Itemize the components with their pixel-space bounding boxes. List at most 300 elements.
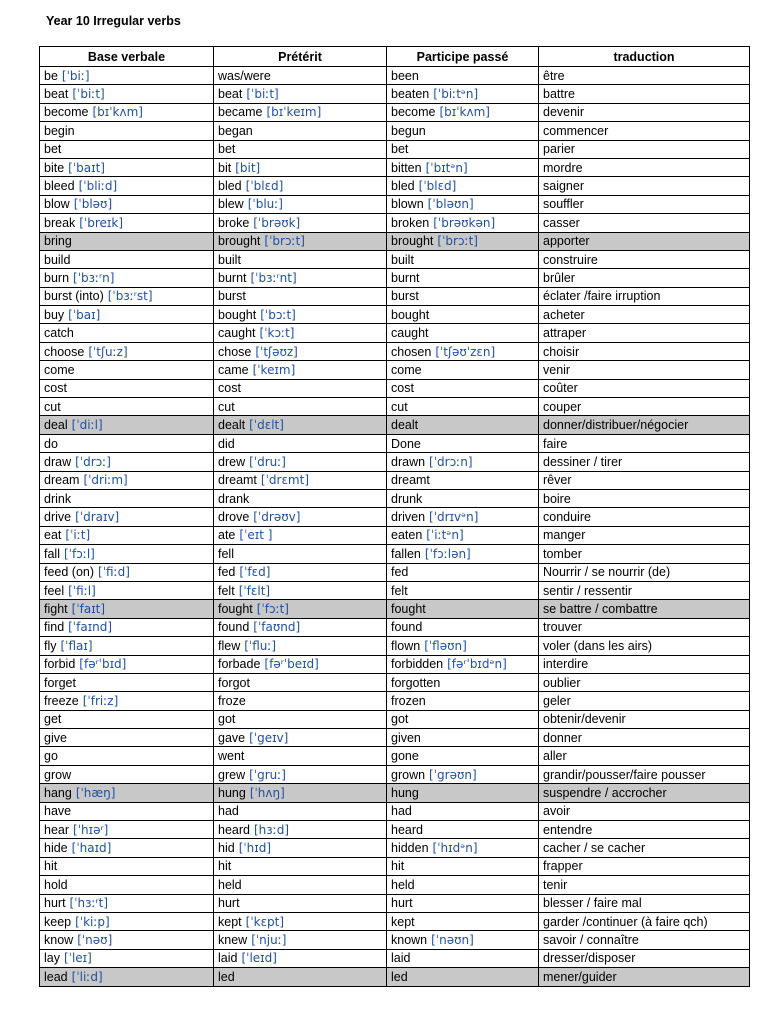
table-row: [40, 306, 750, 324]
base-verb-text: become: [44, 105, 89, 120]
cell-participle: [387, 67, 539, 85]
cell-translation: [539, 453, 750, 471]
cell-participle: [387, 747, 539, 765]
cell-preterit: [214, 508, 387, 526]
cell-translation: [539, 214, 750, 232]
participle-pronunciation: [ˈfləʊn]: [424, 638, 467, 653]
cell-base-verb: [40, 637, 214, 655]
cell-base-verb: [40, 802, 214, 820]
preterit-text: led: [218, 969, 235, 984]
base-verb-pronunciation: [ˈbliːd]: [78, 179, 118, 194]
translation-text: devenir: [543, 105, 584, 120]
participle-text: blown: [391, 197, 424, 212]
cell-preterit: [214, 692, 387, 710]
cell-participle: [387, 710, 539, 728]
cell-participle: [387, 140, 539, 158]
base-verb-pronunciation: [ˈhæŋ]: [75, 785, 116, 800]
base-verb-text: blow: [44, 197, 70, 212]
cell-base-verb: [40, 471, 214, 489]
cell-base-verb: [40, 195, 214, 213]
cell-preterit: [214, 839, 387, 857]
participle-text: drunk: [391, 491, 423, 506]
participle-text: given: [391, 730, 421, 745]
base-verb-text: begin: [44, 123, 75, 138]
translation-text: donner/distribuer/négocier: [543, 418, 689, 433]
cell-preterit: [214, 655, 387, 673]
cell-base-verb: [40, 894, 214, 912]
preterit-text: forbade: [218, 657, 261, 672]
cell-preterit: [214, 563, 387, 581]
cell-base-verb: [40, 729, 214, 747]
translation-text: interdire: [543, 657, 589, 672]
cell-participle: [387, 968, 539, 986]
cell-base-verb: [40, 949, 214, 967]
base-verb-text: burn: [44, 270, 70, 285]
table-row: [40, 821, 750, 839]
base-verb-text: bite: [44, 160, 65, 175]
preterit-text: burnt: [218, 270, 247, 285]
preterit-text: chose: [218, 344, 252, 359]
participle-pronunciation: [ˈfɔːlən]: [424, 546, 471, 561]
base-verb-text: find: [44, 620, 65, 635]
table-row: [40, 526, 750, 544]
preterit-text: found: [218, 620, 250, 635]
translation-text: blesser / faire mal: [543, 896, 642, 911]
table-row: [40, 361, 750, 379]
cell-preterit: [214, 122, 387, 140]
cell-base-verb: [40, 876, 214, 894]
cell-translation: [539, 618, 750, 636]
participle-text: bought: [391, 307, 430, 322]
preterit-pronunciation: [ˈfɛd]: [239, 565, 271, 580]
translation-text: acheter: [543, 307, 585, 322]
cell-preterit: [214, 581, 387, 599]
preterit-pronunciation: [bit]: [235, 160, 261, 175]
page-title: Year 10 Irregular verbs: [46, 14, 181, 28]
cell-preterit: [214, 398, 387, 416]
base-verb-pronunciation: [ˈfiːd]: [98, 565, 130, 580]
preterit-text: grew: [218, 767, 246, 782]
preterit-text: bet: [218, 142, 236, 157]
preterit-text: built: [218, 252, 241, 267]
preterit-pronunciation: [ˈhʌŋ]: [249, 785, 285, 800]
preterit-pronunciation: [ˈeɪt ]: [239, 528, 273, 543]
participle-text: broken: [391, 215, 430, 230]
base-verb-pronunciation: [ˈliːd]: [71, 969, 103, 984]
table-row: [40, 857, 750, 875]
cell-base-verb: [40, 839, 214, 857]
cell-base-verb: [40, 214, 214, 232]
preterit-text: bled: [218, 179, 242, 194]
table-row: [40, 177, 750, 195]
translation-text: saigner: [543, 179, 584, 194]
cell-preterit: [214, 876, 387, 894]
base-verb-text: grow: [44, 767, 72, 782]
cell-base-verb: [40, 158, 214, 176]
table-row: [40, 379, 750, 397]
participle-text: built: [391, 252, 414, 267]
cell-participle: [387, 195, 539, 213]
translation-text: construire: [543, 252, 598, 267]
translation-text: parier: [543, 142, 575, 157]
base-verb-text: hide: [44, 841, 68, 856]
preterit-text: bought: [218, 307, 257, 322]
participle-text: begun: [391, 123, 426, 138]
base-verb-text: feel: [44, 583, 65, 598]
translation-text: éclater /faire irruption: [543, 289, 661, 304]
translation-text: boire: [543, 491, 571, 506]
participle-text: drawn: [391, 454, 426, 469]
base-verb-text: go: [44, 749, 58, 764]
cell-participle: [387, 434, 539, 452]
cell-participle: [387, 949, 539, 967]
preterit-text: heard: [218, 822, 250, 837]
base-verb-text: hear: [44, 822, 70, 837]
translation-text: brûler: [543, 270, 575, 285]
preterit-text: became: [218, 105, 263, 120]
cell-base-verb: [40, 968, 214, 986]
translation-text: coûter: [543, 381, 578, 396]
participle-text: been: [391, 68, 419, 83]
preterit-pronunciation: [ˈleɪd]: [241, 951, 277, 966]
translation-text: savoir / connaître: [543, 933, 639, 948]
base-verb-pronunciation: [ˈbɜːʳn]: [73, 270, 115, 285]
participle-text: led: [391, 969, 408, 984]
preterit-text: ate: [218, 528, 236, 543]
participle-text: gone: [391, 749, 419, 764]
cell-translation: [539, 416, 750, 434]
translation-text: faire: [543, 436, 568, 451]
cell-preterit: [214, 287, 387, 305]
preterit-text: felt: [218, 583, 235, 598]
base-verb-pronunciation: [fəʳˈbɪd]: [79, 657, 127, 672]
participle-text: eaten: [391, 528, 423, 543]
translation-text: garder /continuer (à faire qch): [543, 914, 708, 929]
translation-text: trouver: [543, 620, 582, 635]
cell-preterit: [214, 471, 387, 489]
translation-text: tomber: [543, 546, 582, 561]
base-verb-text: build: [44, 252, 71, 267]
participle-text: hit: [391, 859, 405, 874]
cell-translation: [539, 545, 750, 563]
cell-preterit: [214, 784, 387, 802]
cell-translation: [539, 821, 750, 839]
preterit-pronunciation: [ˈbrəʊk]: [253, 215, 301, 230]
cell-translation: [539, 729, 750, 747]
preterit-text: did: [218, 436, 235, 451]
cell-translation: [539, 765, 750, 783]
cell-base-verb: [40, 600, 214, 618]
cell-preterit: [214, 361, 387, 379]
preterit-pronunciation: [ˈbɜːʳnt]: [250, 270, 297, 285]
translation-text: se battre / combattre: [543, 602, 658, 617]
cell-translation: [539, 563, 750, 581]
cell-preterit: [214, 453, 387, 471]
cell-preterit: [214, 250, 387, 268]
cell-participle: [387, 784, 539, 802]
cell-participle: [387, 931, 539, 949]
translation-text: souffler: [543, 197, 584, 212]
translation-text: venir: [543, 362, 571, 377]
cell-base-verb: [40, 710, 214, 728]
preterit-text: cost: [218, 381, 241, 396]
preterit-pronunciation: [ˈkɛpt]: [245, 914, 285, 929]
preterit-text: hurt: [218, 896, 240, 911]
cell-translation: [539, 103, 750, 121]
participle-text: known: [391, 933, 428, 948]
translation-text: sentir / ressentir: [543, 583, 632, 598]
base-verb-pronunciation: [ˈiːt]: [65, 528, 91, 543]
preterit-text: came: [218, 362, 249, 377]
participle-text: frozen: [391, 693, 426, 708]
participle-text: got: [391, 712, 409, 727]
table-row: [40, 747, 750, 765]
header-participe-passe: Participe passé: [387, 47, 539, 67]
preterit-text: was/were: [218, 68, 271, 83]
participle-pronunciation: [ˈiːtᵊn]: [426, 528, 464, 543]
cell-base-verb: [40, 306, 214, 324]
cell-base-verb: [40, 416, 214, 434]
participle-pronunciation: [ˈbiːtᵊn]: [433, 87, 479, 102]
cell-base-verb: [40, 692, 214, 710]
cell-translation: [539, 471, 750, 489]
cell-translation: [539, 342, 750, 360]
table-row: [40, 931, 750, 949]
cell-translation: [539, 269, 750, 287]
participle-pronunciation: [bɪˈkʌm]: [439, 105, 490, 120]
base-verb-pronunciation: [ˈfaɪnd]: [68, 620, 113, 635]
cell-participle: [387, 545, 539, 563]
table-row: [40, 508, 750, 526]
cell-translation: [539, 894, 750, 912]
participle-pronunciation: [ˈdrɪvᵊn]: [429, 510, 479, 525]
cell-translation: [539, 158, 750, 176]
preterit-text: dealt: [218, 418, 246, 433]
table-row: [40, 122, 750, 140]
cell-translation: [539, 968, 750, 986]
preterit-text: began: [218, 123, 253, 138]
base-verb-pronunciation: [ˈfiːl]: [68, 583, 96, 598]
translation-text: grandir/pousser/faire pousser: [543, 767, 706, 782]
cell-preterit: [214, 489, 387, 507]
participle-pronunciation: [ˈhɪdᵊn]: [432, 841, 478, 856]
table-row: [40, 453, 750, 471]
base-verb-text: come: [44, 362, 75, 377]
cell-participle: [387, 103, 539, 121]
cell-translation: [539, 747, 750, 765]
preterit-pronunciation: [bɪˈkeɪm]: [266, 105, 322, 120]
cell-base-verb: [40, 508, 214, 526]
preterit-pronunciation: [ˈhɪd]: [238, 841, 272, 856]
table-row: [40, 471, 750, 489]
participle-text: kept: [391, 914, 415, 929]
table-row: [40, 784, 750, 802]
base-verb-text: do: [44, 436, 58, 451]
translation-text: avoir: [543, 804, 571, 819]
preterit-text: froze: [218, 693, 246, 708]
translation-text: obtenir/devenir: [543, 712, 626, 727]
preterit-text: fought: [218, 602, 253, 617]
table-row: [40, 563, 750, 581]
cell-preterit: [214, 177, 387, 195]
translation-text: aller: [543, 749, 567, 764]
cell-participle: [387, 453, 539, 471]
cell-participle: [387, 729, 539, 747]
translation-text: Nourrir / se nourrir (de): [543, 565, 671, 580]
cell-base-verb: [40, 618, 214, 636]
base-verb-pronunciation: [ˈkiːp]: [75, 914, 110, 929]
cell-translation: [539, 85, 750, 103]
cell-translation: [539, 508, 750, 526]
participle-pronunciation: [ˈbrəʊkən]: [433, 215, 496, 230]
preterit-pronunciation: [ˈnjuː]: [251, 933, 287, 948]
cell-preterit: [214, 802, 387, 820]
base-verb-pronunciation: [ˈnəʊ]: [77, 933, 113, 948]
table-row: [40, 655, 750, 673]
cell-base-verb: [40, 931, 214, 949]
translation-text: geler: [543, 693, 571, 708]
cell-participle: [387, 232, 539, 250]
table-row: [40, 287, 750, 305]
cell-participle: [387, 324, 539, 342]
base-verb-text: buy: [44, 307, 65, 322]
cell-preterit: [214, 931, 387, 949]
table-row: [40, 581, 750, 599]
preterit-text: fell: [218, 546, 234, 561]
participle-text: burst: [391, 289, 419, 304]
table-row: [40, 765, 750, 783]
cell-preterit: [214, 379, 387, 397]
participle-text: brought: [391, 234, 434, 249]
preterit-text: bit: [218, 160, 232, 175]
preterit-pronunciation: [ˈbluː]: [247, 197, 283, 212]
cell-participle: [387, 489, 539, 507]
base-verb-text: forget: [44, 675, 76, 690]
cell-base-verb: [40, 177, 214, 195]
cell-translation: [539, 857, 750, 875]
base-verb-text: burst (into): [44, 289, 104, 304]
preterit-text: brought: [218, 234, 261, 249]
table-row: [40, 894, 750, 912]
cell-participle: [387, 526, 539, 544]
preterit-text: got: [218, 712, 236, 727]
cell-base-verb: [40, 67, 214, 85]
participle-text: fed: [391, 565, 409, 580]
cell-participle: [387, 600, 539, 618]
preterit-text: fed: [218, 565, 236, 580]
base-verb-pronunciation: [ˈbiːt]: [72, 87, 105, 102]
translation-text: être: [543, 68, 565, 83]
preterit-text: cut: [218, 399, 235, 414]
cell-base-verb: [40, 434, 214, 452]
table-row: [40, 912, 750, 930]
participle-text: cut: [391, 399, 408, 414]
preterit-text: had: [218, 804, 239, 819]
cell-base-verb: [40, 545, 214, 563]
base-verb-pronunciation: [ˈdrɔː]: [75, 454, 111, 469]
participle-text: become: [391, 105, 436, 120]
cell-base-verb: [40, 655, 214, 673]
cell-participle: [387, 655, 539, 673]
cell-base-verb: [40, 269, 214, 287]
cell-preterit: [214, 545, 387, 563]
cell-participle: [387, 637, 539, 655]
translation-text: donner: [543, 730, 582, 745]
participle-text: dreamt: [391, 473, 430, 488]
cell-translation: [539, 140, 750, 158]
base-verb-text: deal: [44, 418, 68, 433]
cell-preterit: [214, 637, 387, 655]
cell-translation: [539, 802, 750, 820]
base-verb-text: hurt: [44, 896, 66, 911]
cell-participle: [387, 563, 539, 581]
cell-base-verb: [40, 453, 214, 471]
preterit-pronunciation: [ˈfaʊnd]: [253, 620, 301, 635]
base-verb-pronunciation: [ˈbɜːʳst]: [107, 289, 153, 304]
base-verb-pronunciation: [ˈbreɪk]: [79, 215, 124, 230]
table-body: [40, 67, 750, 987]
preterit-text: dreamt: [218, 473, 257, 488]
base-verb-pronunciation: [ˈdriːm]: [83, 473, 128, 488]
base-verb-text: bring: [44, 234, 72, 249]
cell-translation: [539, 122, 750, 140]
header-traduction: traduction: [539, 47, 750, 67]
cell-base-verb: [40, 821, 214, 839]
cell-preterit: [214, 158, 387, 176]
translation-text: suspendre / accrocher: [543, 785, 667, 800]
cell-base-verb: [40, 912, 214, 930]
cell-translation: [539, 67, 750, 85]
cell-base-verb: [40, 489, 214, 507]
base-verb-text: lay: [44, 951, 60, 966]
cell-base-verb: [40, 122, 214, 140]
cell-preterit: [214, 710, 387, 728]
cell-base-verb: [40, 765, 214, 783]
base-verb-text: keep: [44, 914, 72, 929]
participle-text: forgotten: [391, 675, 441, 690]
translation-text: rêver: [543, 473, 572, 488]
base-verb-pronunciation: [ˈtʃuːz]: [88, 344, 128, 359]
participle-text: beaten: [391, 87, 430, 102]
cell-base-verb: [40, 342, 214, 360]
participle-pronunciation: [ˈbrɔːt]: [437, 234, 478, 249]
preterit-pronunciation: [ˈkɔːt]: [259, 326, 295, 341]
cell-base-verb: [40, 398, 214, 416]
table-header-row: [40, 47, 750, 67]
participle-pronunciation: [ˈtʃəʊˈzɛn]: [435, 344, 496, 359]
cell-preterit: [214, 306, 387, 324]
cell-translation: [539, 912, 750, 930]
cell-translation: [539, 784, 750, 802]
participle-pronunciation: [ˈnəʊn]: [431, 933, 474, 948]
preterit-pronunciation: [ˈdruː]: [249, 454, 286, 469]
cell-base-verb: [40, 324, 214, 342]
cell-preterit: [214, 526, 387, 544]
cell-translation: [539, 361, 750, 379]
cell-participle: [387, 912, 539, 930]
base-verb-text: drive: [44, 510, 72, 525]
translation-text: voler (dans les airs): [543, 638, 653, 653]
table-row: [40, 67, 750, 85]
participle-text: caught: [391, 326, 429, 341]
participle-text: found: [391, 620, 423, 635]
cell-participle: [387, 857, 539, 875]
preterit-text: flew: [218, 638, 241, 653]
base-verb-pronunciation: [ˈleɪ]: [63, 951, 92, 966]
cell-translation: [539, 398, 750, 416]
cell-translation: [539, 581, 750, 599]
cell-preterit: [214, 729, 387, 747]
